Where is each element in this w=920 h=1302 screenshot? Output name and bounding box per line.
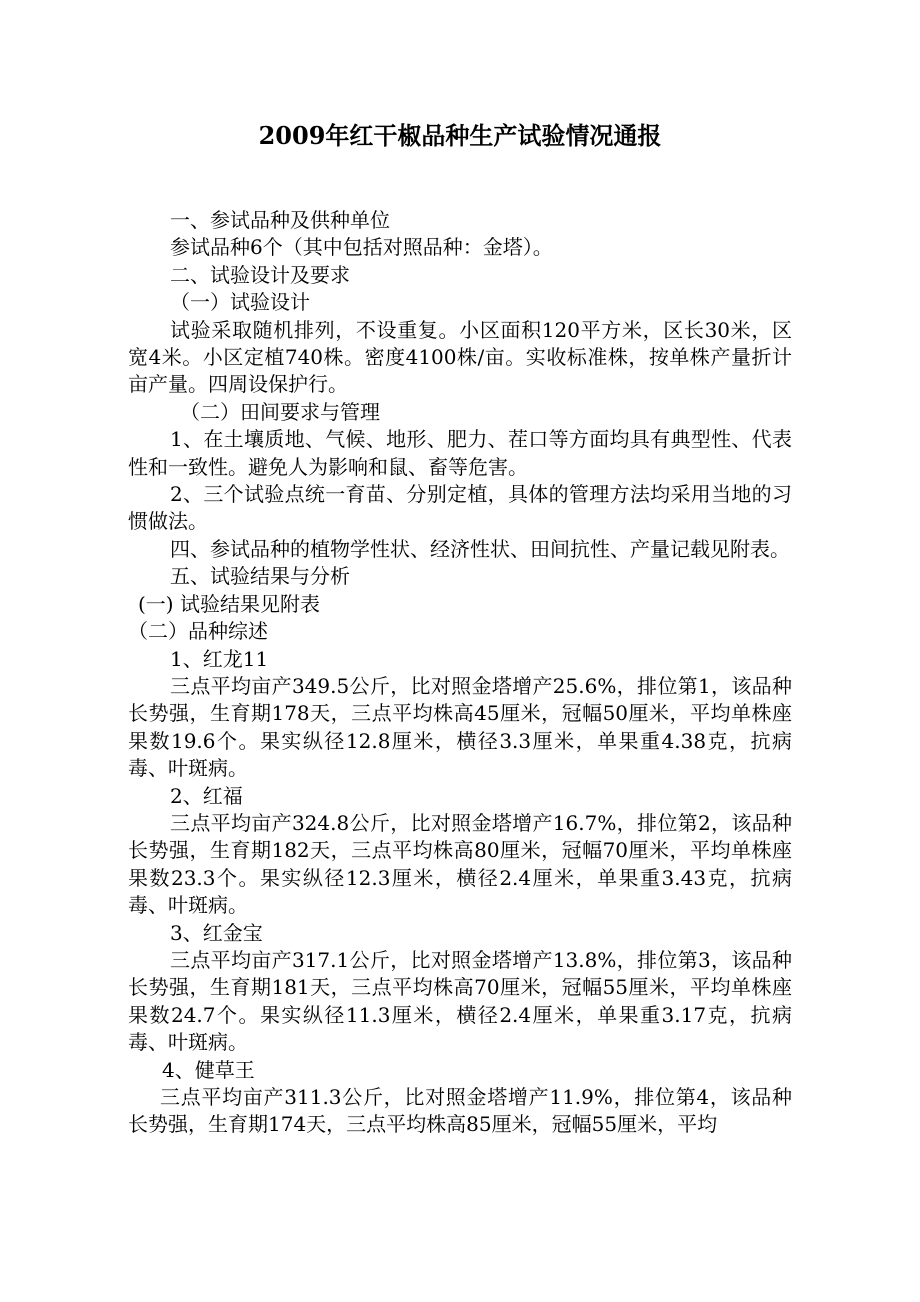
- variety-heading-4: 4、健草王: [162, 1057, 255, 1082]
- subsection-heading-management: （二）田间要求与管理: [180, 399, 380, 424]
- subsection-heading-summary: （二）品种综述: [128, 619, 268, 644]
- variety-paragraph-3: 三点平均亩产317.1公斤，比对照金塔增产13.8%，排位第3，该品种长势强，生育期181天，三点平均株高70厘米，冠幅55厘米，平均单株座果数24.7个。果实纵径11.3厘米，横径2.4厘米，单果重3.17克，抗病毒、叶斑病。: [128, 947, 792, 1055]
- variety-heading-2: 2、红福: [170, 783, 243, 808]
- variety-paragraph-1: 三点平均亩产349.5公斤，比对照金塔增产25.6%，排位第1，该品种长势强，生育期178天，三点平均株高45厘米，冠幅50厘米，平均单株座果数19.6个。果实纵径12.8厘米，横径3.3厘米，单果重4.38克，抗病毒、叶斑病。: [128, 673, 792, 781]
- section-heading-2: 二、试验设计及要求: [170, 262, 350, 287]
- document-body: [128, 207, 792, 1139]
- section-heading-1: 一、参试品种及供种单位: [170, 208, 390, 232]
- paragraph-section-4: 四、参试品种的植物学性状、经济性状、田间抗性、产量记载见附表。: [170, 536, 790, 561]
- paragraph-management-1: 1、在土壤质地、气候、地形、肥力、茬口等方面均具有典型性、代表性和一致性。避免人为影响和鼠、畜等危害。: [128, 427, 792, 479]
- subsection-heading-results: (一) 试验结果见附表: [138, 591, 320, 616]
- paragraph-management-2: 2、三个试验点统一育苗、分别定植，具体的管理方法均采用当地的习惯做法。: [128, 482, 792, 534]
- variety-paragraph-4: 三点平均亩产311.3公斤，比对照金塔增产11.9%，排位第4，该品种长势强，生育期174天，三点平均株高85厘米，冠幅55厘米，平均: [128, 1085, 792, 1137]
- document-title: 2009年红干椒品种生产试验情况通报: [258, 121, 662, 150]
- paragraph-design: 试验采取随机排列，不设重复。小区面积120平方米，区长30米，区宽4米。小区定植740株。密度4100株/亩。实收标准株，按单株产量折计亩产量。四周设保护行。: [128, 317, 792, 397]
- variety-heading-1: 1、红龙11: [170, 646, 269, 671]
- variety-heading-3: 3、红金宝: [170, 920, 263, 945]
- paragraph-varieties: 参试品种6个（其中包括对照品种：金塔）。: [170, 235, 553, 260]
- section-heading-5: 五、试验结果与分析: [170, 564, 350, 589]
- subsection-heading-design: （一）试验设计: [170, 290, 310, 315]
- variety-paragraph-2: 三点平均亩产324.8公斤，比对照金塔增产16.7%，排位第2，该品种长势强，生育期182天，三点平均株高80厘米，冠幅70厘米，平均单株座果数23.3个。果实纵径12.3厘米，横径2.4厘米，单果重3.43克，抗病毒、叶斑病。: [128, 810, 792, 918]
